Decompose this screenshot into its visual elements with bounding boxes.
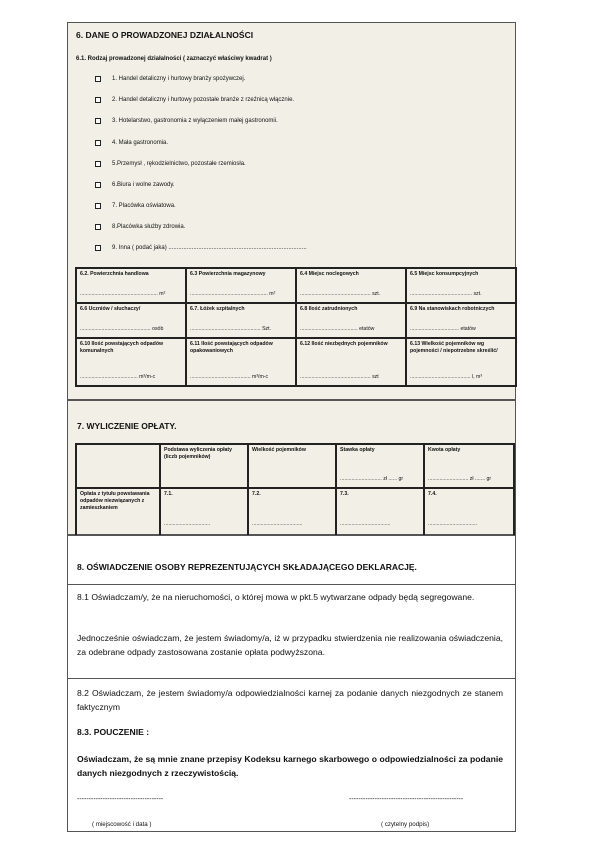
field-6-11[interactable] [186,338,296,386]
place-date-label: ( miejscowość i data ) [92,821,152,828]
header-basis [160,444,248,488]
field-label: 6.13 Wielkość pojemników wg pojemności / niepotrzebne skreślić/ [410,341,498,354]
fill-line: ........................................ [300,326,358,332]
section-6-panel [67,22,516,400]
rate-fill: ............................. zł ...... gr [340,476,404,482]
field-6-8[interactable] [296,303,406,338]
field-label: 7.3. [340,491,349,497]
field-6-5[interactable] [406,268,516,303]
divider [68,678,515,679]
field-6-3[interactable] [186,268,296,303]
unit: Szt. [262,326,272,332]
header-label: Podstawa wyliczenia opłaty (liczb pojemników) [164,447,233,460]
unit: etatów [359,326,375,332]
unit: etatów [460,326,476,332]
fill-line: ................................................. [300,291,371,297]
fill-line: .................................. [428,521,478,527]
field-6-13[interactable] [406,338,516,386]
signature-label: ( czytelny podpis) [381,821,430,828]
checkbox[interactable] [95,76,101,82]
field-label: 7.4. [428,491,437,497]
header-label: Stawka opłaty [340,447,375,453]
activity-option-6[interactable] [95,182,175,188]
fill-line: .......................................... [410,374,471,380]
section-7-panel [67,400,516,535]
activity-option-7[interactable] [95,203,176,209]
checkbox[interactable] [95,245,101,251]
activity-option-9[interactable] [95,245,307,251]
pouczenie-text: Oświadczam, że są mnie znane przepisy Kodeksu karnego skarbowego o odpowiedzialności za podanie danych niezgodnych z rzeczywistością. [77,754,503,778]
header-empty [76,444,160,488]
option-label: 2. Handel detaliczny i hurtowy pozostałe branże z rzeźnicą włącznie. [112,97,295,103]
checkbox[interactable] [95,140,101,146]
field-6-6[interactable] [76,303,186,338]
field-label: 6.4 Miejsc noclegowych [300,271,359,277]
unit: m³/m-c [139,374,156,380]
field-7-3[interactable] [336,488,424,542]
field-label: 6.7. Łóżek szpitalnych [190,306,245,312]
fill-line: .................................. [410,326,460,332]
unit: osób [152,326,164,332]
option-label: 3. Hotelarstwo, gastronomia z wyłączeniem małej gastronomii. [112,118,278,124]
checkbox[interactable] [95,161,101,167]
fill-line: ................................ [164,521,211,527]
amount-fill: ............................ zł ....... gr [428,476,492,482]
fill-line: ................................................. [300,374,371,380]
checkbox[interactable] [95,182,101,188]
unit: szt. [473,291,482,297]
field-label: 7.1. [164,491,173,497]
fill-line: ................................... [340,521,391,527]
fill-line: ...................................................... [190,291,268,297]
unit: szt. [372,291,381,297]
field-7-4[interactable] [424,488,514,542]
option-label: 1. Handel detaliczny i hurtowy branży spożywczej. [112,76,246,82]
fill-line: .......................................... [190,374,251,380]
checkbox[interactable] [95,203,101,209]
section-6-title: 6. DANE O PROWADZONEJ DZIAŁALNOŚCI [76,30,254,40]
field-6-10[interactable] [76,338,186,386]
field-6-2[interactable] [76,268,186,303]
place-date-line[interactable]: ------------------------------------- [77,796,164,803]
option-label: 6.Biura i wolne zawody. [112,182,175,188]
field-label: 7.2. [252,491,261,497]
option-label: 8.Placówka służby zdrowia. [112,224,186,230]
field-7-2[interactable] [248,488,336,542]
fill-line: ........................................... [410,291,472,297]
checkbox[interactable] [95,118,101,124]
declaration-8-2: 8.2 Oświadczam, że jestem świadomy/a odpowiedzialności karnej za podanie danych niezgodnych ze stanem faktycznym [77,688,503,712]
header-label: Wielkość pojemników [252,447,306,453]
section-8-panel [67,535,516,832]
fee-calculation-table [75,443,515,543]
checkbox[interactable] [95,224,101,230]
fill-line: ...................................................... [80,291,158,297]
pouczenie-title: 8.3. POUCZENIE : [77,727,150,737]
activity-option-1[interactable] [95,76,245,82]
declaration-8-1: 8.1 Oświadczam/y, że na nieruchomości, o której mowa w pkt.5 wytwarzane odpady będą segregowane. [77,592,475,602]
fill-line: ................................................. [190,326,261,332]
field-label: 6.10 Ilość powstających odpadów komunalnych [80,341,164,354]
header-amount[interactable] [424,444,514,488]
fill-line: ........................................ [80,374,138,380]
field-label: 6.9 Na stanowiskach robotniczych [410,306,495,312]
field-6-9[interactable] [406,303,516,338]
field-6-7[interactable] [186,303,296,338]
unit: l, m³ [472,374,483,380]
option-label: 5.Przemysł , rękodzielnictwo, pozostałe rzemiosła. [112,161,246,167]
fill-line: ................................... [252,521,303,527]
field-7-1[interactable] [160,488,248,542]
activity-option-4[interactable] [95,140,168,146]
unit: m² [269,291,276,297]
field-label: 6.5 Miejsc konsumpcyjnych [410,271,479,277]
section-8-title: 8. OŚWIADCZENIE OSOBY REPREZENTUJĄCYCH SKŁADAJĄCEGO DEKLARACJĘ. [77,562,417,572]
unit: m³/m-c [252,374,269,380]
section-6-subtitle: 6.1. Rodzaj prowadzonej działalności ( zaznaczyć właściwy kwadrat ) [76,56,272,62]
field-label: 6.11 Ilość powstających odpadów opakowaniowych [190,341,273,354]
header-rate[interactable] [336,444,424,488]
activity-option-2[interactable] [95,97,294,103]
signature-line[interactable]: ------------------------------------------------- [349,796,464,803]
activity-option-8[interactable] [95,224,185,230]
option-label: 7. Placówka oświatowa. [112,203,176,209]
declaration-awareness: Jednocześnie oświadczam, że jestem świadomy/a, iż w przypadku stwierdzenia nie realizowania oświadczenia, za odebrane odpady zastosowana zostanie opłata podwyższona. [77,633,503,657]
header-label: Kwota opłaty [428,447,461,453]
divider [68,584,515,585]
field-6-4[interactable] [296,268,406,303]
activity-option-3[interactable] [95,118,278,124]
field-label: 6.6 Uczniów / słuchaczy/ [80,306,141,312]
activity-data-grid [75,267,517,387]
field-label: 6.3 Powierzchnia magazynowy [190,271,266,277]
unit: m² [159,291,166,297]
field-6-12[interactable] [296,338,406,386]
unit: szt [372,374,379,380]
activity-option-5[interactable] [95,161,246,167]
fill-line: ................................................. [80,326,151,332]
checkbox[interactable] [95,97,101,103]
header-container-size [248,444,336,488]
row-label: Opłata z tytułu powstawania odpadów niezwiązanych z zamieszkaniem [80,491,150,511]
row-label-cell [76,488,160,542]
field-label: 6.2. Powierzchnia handlowa [80,271,149,277]
field-label: 6.12 Ilość niezbędnych pojemników [300,341,388,347]
option-label: 4. Mała gastronomia. [112,140,169,146]
section-7-title: 7. WYLICZENIE OPŁATY. [77,421,177,431]
option-label: 9. Inna ( podać jaka) ................................................................................... [112,245,307,251]
field-label: 6.8 Ilość zatrudnionych [300,306,358,312]
